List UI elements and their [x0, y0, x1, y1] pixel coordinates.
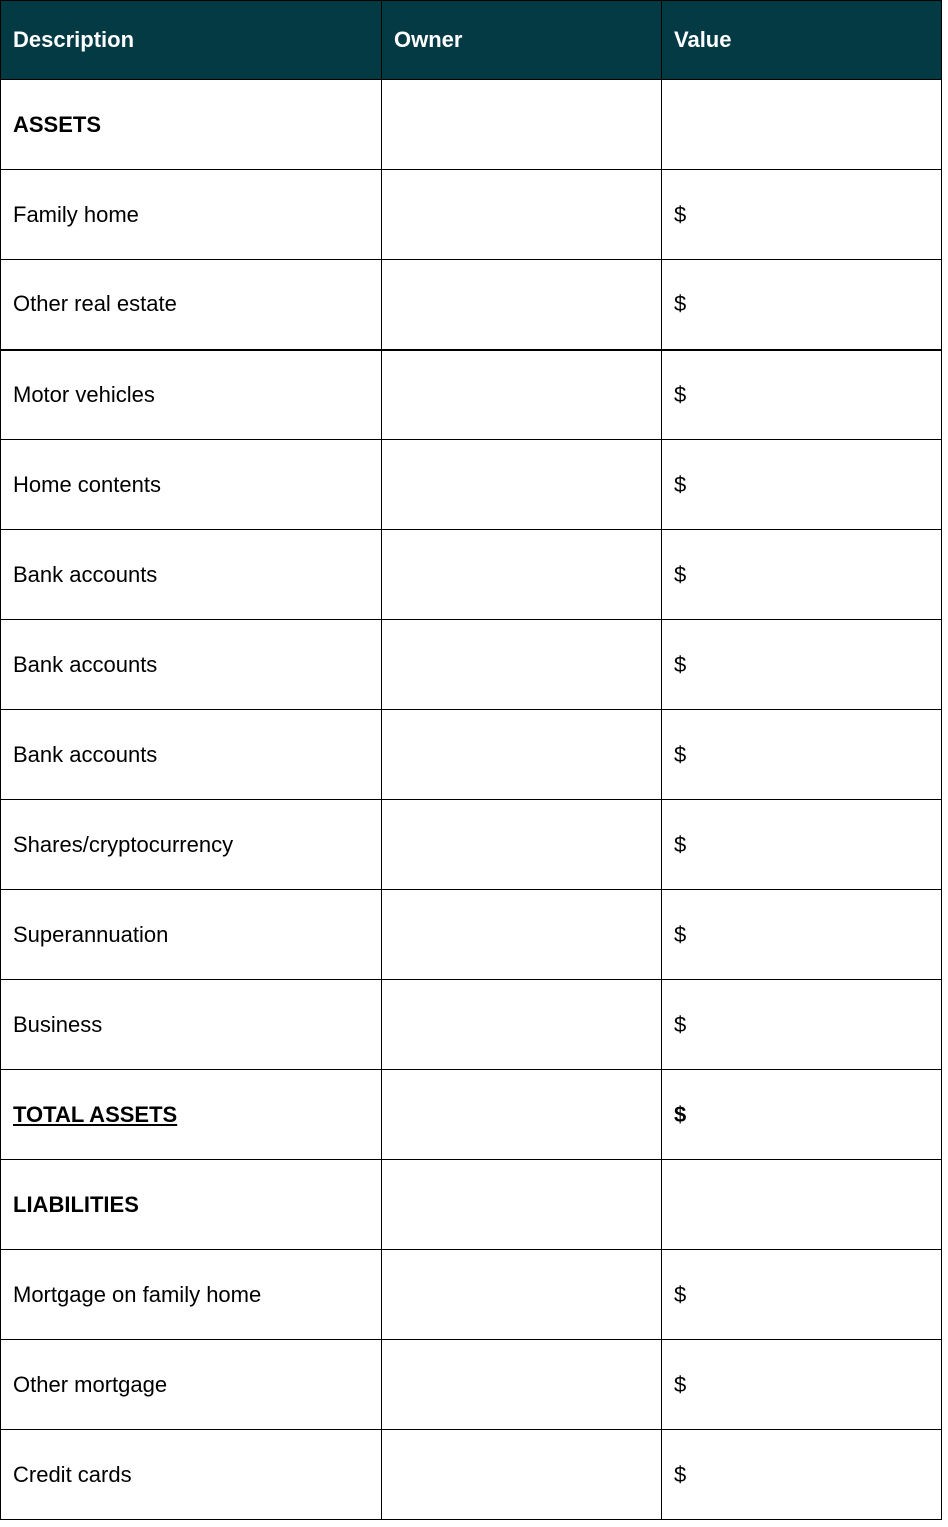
row-value-cell[interactable]: $	[662, 980, 942, 1070]
row-description: LIABILITIES	[1, 1160, 382, 1250]
table-row-total-assets	[1, 1070, 942, 1160]
table-row	[1, 1340, 942, 1430]
row-owner-cell[interactable]	[382, 170, 662, 260]
table-row	[1, 530, 942, 620]
row-value-cell[interactable]: $	[662, 260, 942, 350]
row-description: Bank accounts	[1, 620, 382, 710]
row-owner-cell[interactable]	[382, 1340, 662, 1430]
table-row	[1, 710, 942, 800]
row-value-cell[interactable]	[662, 1160, 942, 1250]
row-value-cell[interactable]: $	[662, 890, 942, 980]
row-owner-cell[interactable]	[382, 1250, 662, 1340]
row-description: Mortgage on family home	[1, 1250, 382, 1340]
row-description: Bank accounts	[1, 710, 382, 800]
row-value-cell[interactable]: $	[662, 1340, 942, 1430]
table-row-assets-heading	[1, 80, 942, 170]
row-description: ASSETS	[1, 80, 382, 170]
row-value-cell[interactable]: $	[662, 440, 942, 530]
row-description: Credit cards	[1, 1430, 382, 1520]
row-description: Family home	[1, 170, 382, 260]
table-row	[1, 980, 942, 1070]
table-row	[1, 170, 942, 260]
total-assets-label-cell	[1, 1070, 382, 1160]
row-owner-cell[interactable]	[382, 260, 662, 350]
row-owner-cell[interactable]	[382, 1070, 662, 1160]
row-owner-cell[interactable]	[382, 620, 662, 710]
row-owner-cell[interactable]	[382, 710, 662, 800]
table-row	[1, 890, 942, 980]
row-description: Bank accounts	[1, 530, 382, 620]
row-value-cell[interactable]: $	[662, 1430, 942, 1520]
row-owner-cell[interactable]	[382, 980, 662, 1070]
row-owner-cell[interactable]	[382, 800, 662, 890]
table-row	[1, 620, 942, 710]
table-row-liabilities-heading	[1, 1160, 942, 1250]
row-owner-cell[interactable]	[382, 890, 662, 980]
total-assets-label: TOTAL ASSETS	[13, 1101, 178, 1127]
row-owner-cell[interactable]	[382, 1160, 662, 1250]
row-description: Superannuation	[1, 890, 382, 980]
row-description: Other real estate	[1, 260, 382, 350]
table-row	[1, 350, 942, 440]
table-row	[1, 1430, 942, 1520]
header-description: Description	[1, 1, 382, 80]
table-row	[1, 260, 942, 350]
row-owner-cell[interactable]	[382, 1430, 662, 1520]
row-value-cell[interactable]: $	[662, 1250, 942, 1340]
row-description: Other mortgage	[1, 1340, 382, 1430]
row-value-cell[interactable]: $	[662, 170, 942, 260]
table-row	[1, 440, 942, 530]
row-description: Shares/cryptocurrency	[1, 800, 382, 890]
row-owner-cell[interactable]	[382, 440, 662, 530]
row-value-cell[interactable]	[662, 80, 942, 170]
row-value-cell[interactable]: $	[662, 710, 942, 800]
row-owner-cell[interactable]	[382, 530, 662, 620]
row-value-cell[interactable]: $	[662, 350, 942, 440]
row-description: Home contents	[1, 440, 382, 530]
row-owner-cell[interactable]	[382, 350, 662, 440]
row-value-cell[interactable]: $	[662, 620, 942, 710]
row-description: Business	[1, 980, 382, 1070]
table-header-row	[1, 1, 942, 80]
row-description: Motor vehicles	[1, 350, 382, 440]
table-row	[1, 800, 942, 890]
row-owner-cell[interactable]	[382, 80, 662, 170]
table-row	[1, 1250, 942, 1340]
total-assets-value-cell[interactable]: $	[662, 1070, 942, 1160]
header-value: Value	[662, 1, 942, 80]
header-owner: Owner	[382, 1, 662, 80]
row-value-cell[interactable]: $	[662, 530, 942, 620]
row-value-cell[interactable]: $	[662, 800, 942, 890]
